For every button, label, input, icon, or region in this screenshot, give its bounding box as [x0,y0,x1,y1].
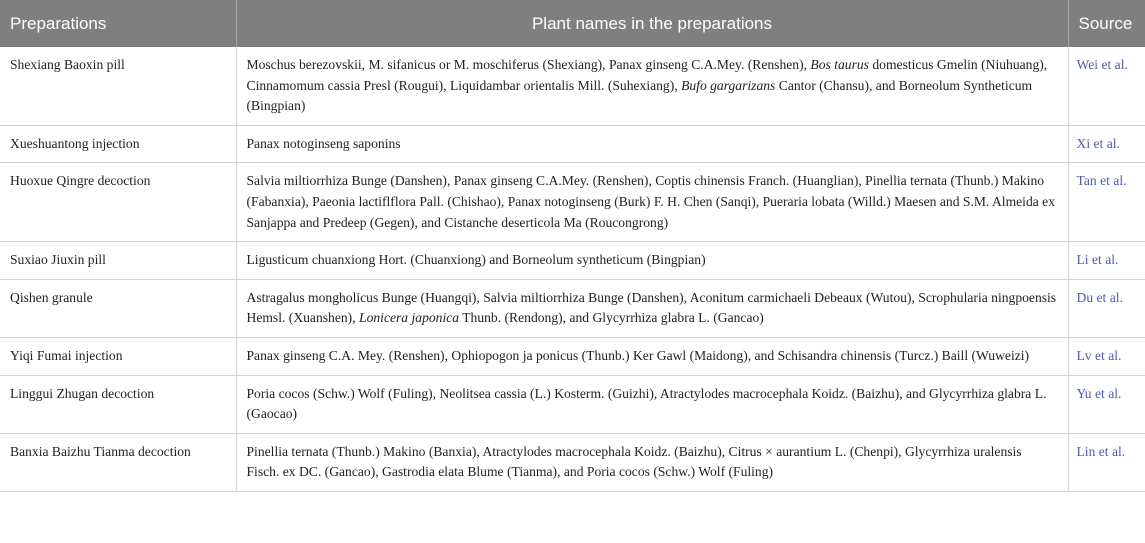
plant-names-cell [236,337,1068,375]
table-body [0,47,1145,491]
table-header [0,0,1145,47]
source-link[interactable]: Xi et al. [1068,125,1145,163]
plant-names-text: Panax ginseng C.A. Mey. (Renshen), Ophiopogon ja ponicus (Thunb.) Ker Gawl (Maidong), and Schisandra chinensis (Turcz.) Baill (Wuweizi) [246,347,1030,363]
source-link[interactable]: Tan et al. [1068,163,1145,242]
plant-names-text: Ligusticum chuanxiong Hort. (Chuanxiong) and Borneolum syntheticum (Bingpian) [246,252,706,268]
plant-names-text: domesticus Gmelin (Niuhuang), Cinnamomum cassia Presl (Rougui), Liquidambar orientalis Mill. (Suhexiang), [246,57,1048,93]
plant-names-text: Cantor (Chansu), and Borneolum Syntheticum (Bingpian) [246,77,1033,114]
plant-names-cell [236,375,1068,433]
plant-names-text: Pinellia ternata (Thunb.) Makino (Banxia), Atractylodes macrocephala Koidz. (Baizhu), Citrus × aurantium L. (Chenpi), Glycyrrhiza uralensis Fisch. ex DC. (Gancao), Gastrodia elata Blume (Tianma), and Poria cocos (Schw.) Wolf (Fuling) [246,443,1022,480]
source-link[interactable]: Li et al. [1068,242,1145,280]
plant-names-text: Salvia miltiorrhiza Bunge (Danshen), Panax ginseng C.A.Mey. (Renshen), Coptis chinensis Franch. (Huanglian), Pinellia ternata (Thunb.) Makino (Fabanxia), Paeonia lactiflflora Pall. (Chishao), Panax notoginseng (Burk) F. H. Chen (Sanqi), Pueraria lobata (Willd.) Maesen and S.M. Almeida ex Sanjappa and Predeep (Gegen), and Cistanche deserticola Ma (Roucongrong) [246,173,1056,230]
column-header-plant-names: Plant names in the preparations [236,0,1068,47]
column-header-source: Source [1068,0,1145,47]
column-header-preparations: Preparations [0,0,236,47]
plant-names-text: Thunb. (Rendong), and Glycyrrhiza glabra L. (Gancao) [459,310,764,326]
preparation-cell: Xueshuantong injection [0,125,236,163]
plant-names-cell [236,242,1068,280]
table-row [0,242,1145,280]
table-row [0,433,1145,491]
italic-species-name: Lonicera japonica [359,310,460,326]
plant-names-cell [236,433,1068,491]
preparation-cell: Banxia Baizhu Tianma decoction [0,433,236,491]
source-link[interactable]: Wei et al. [1068,47,1145,125]
plant-names-text: Moschus berezovskii, M. sifanicus or M. moschiferus (Shexiang), Panax ginseng C.A.Mey. (Renshen), [246,57,811,72]
table-row [0,337,1145,375]
source-link[interactable]: Du et al. [1068,279,1145,337]
source-link[interactable]: Lin et al. [1068,433,1145,491]
table-row [0,125,1145,163]
italic-species-name: Bufo gargarizans [681,77,776,93]
preparation-cell: Qishen granule [0,279,236,337]
plant-names-cell [236,125,1068,163]
plant-names-cell [236,279,1068,337]
table-row [0,279,1145,337]
plant-names-text: Panax notoginseng saponins [246,135,401,151]
header-row [0,0,1145,47]
table-row [0,375,1145,433]
table-row [0,163,1145,242]
preparation-cell: Yiqi Fumai injection [0,337,236,375]
plant-names-text: Poria cocos (Schw.) Wolf (Fuling), Neolitsea cassia (L.) Kosterm. (Guizhi), Atractylodes macrocephala Koidz. (Baizhu), and Glycyrrhiza glabra L. (Gaocao) [246,385,1047,422]
plant-names-cell [236,163,1068,242]
source-link[interactable]: Lv et al. [1068,337,1145,375]
plant-names-cell [236,47,1068,125]
table-row [0,47,1145,125]
preparation-cell: Suxiao Jiuxin pill [0,242,236,280]
italic-species-name: Bos taurus [810,57,869,72]
preparation-cell: Shexiang Baoxin pill [0,47,236,125]
preparation-cell: Huoxue Qingre decoction [0,163,236,242]
source-link[interactable]: Yu et al. [1068,375,1145,433]
plant-names-text: Astragalus mongholicus Bunge (Huangqi), Salvia miltiorrhiza Bunge (Danshen), Aconitum carmichaeli Debeaux (Wutou), Scrophularia ningpoensis Hemsl. (Xuanshen), [246,289,1057,326]
preparation-cell: Linggui Zhugan decoction [0,375,236,433]
